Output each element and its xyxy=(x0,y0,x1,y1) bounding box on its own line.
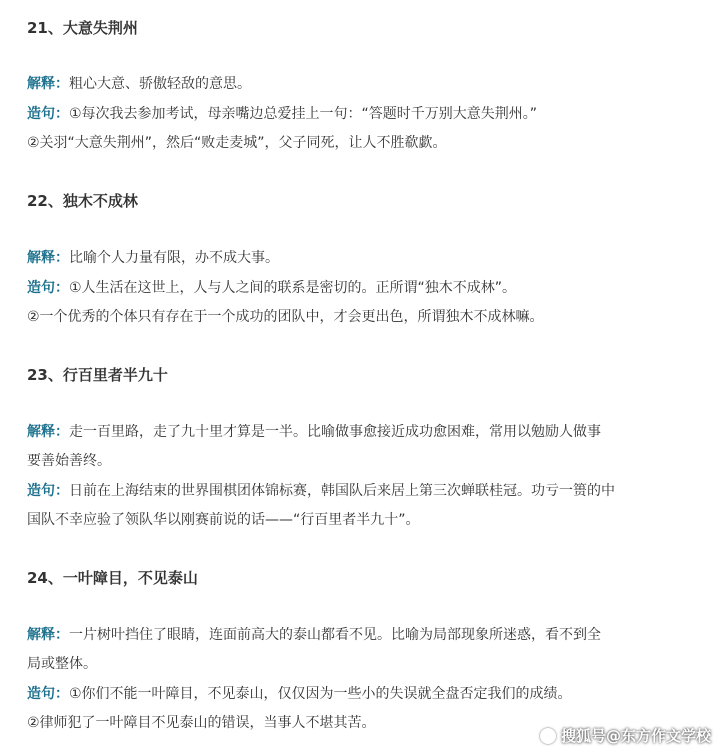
explanation-text: 比喻个人力量有限，办不成大事。 xyxy=(69,250,279,266)
entry-title-22: 22、独木不成林 xyxy=(27,192,138,210)
explanation-label: 解释 xyxy=(27,627,55,643)
example-line-23-2: 国队不幸应验了领队华以刚赛前说的话——“行百里者半九十”。 xyxy=(27,512,420,528)
explanation-line-23-1: 解释：走一百里路，走了九十里才算是一半。比喻做事愈接近成功愈困难，常用以勉励人做事 xyxy=(27,424,601,440)
example-text: 日前在上海结束的世界围棋团体锦标赛，韩国队后来居上第三次蝉联桂冠。功亏一篑的中 xyxy=(69,483,615,499)
explanation-line-23-2: 要善始善终。 xyxy=(27,453,111,469)
example-line-23-1: 造句：日前在上海结束的世界围棋团体锦标赛，韩国队后来居上第三次蝉联桂冠。功亏一篑的中 xyxy=(27,483,615,499)
explanation-label: 解释 xyxy=(27,250,55,266)
entry-title-21: 21、大意失荆州 xyxy=(27,19,138,37)
watermark xyxy=(540,725,711,746)
example-text: ①人生活在这世上，人与人之间的联系是密切的。正所谓“独木不成林”。 xyxy=(69,280,517,296)
example-text: ①你们不能一叶障目，不见泰山，仅仅因为一些小的失误就全盘否定我们的成绩。 xyxy=(69,686,572,702)
explanation-text: 粗心大意、骄傲轻敌的意思。 xyxy=(69,76,251,92)
explanation-line-24-2: 局或整体。 xyxy=(27,656,97,672)
entry-title-23: 23、行百里者半九十 xyxy=(27,366,168,384)
explanation-label: 解释 xyxy=(27,424,55,440)
example-line-21-2: ②关羽“大意失荆州”，然后“败走麦城”，父子同死，让人不胜欷歔。 xyxy=(27,135,447,151)
explanation-text: 一片树叶挡住了眼睛，连面前高大的泰山都看不见。比喻为局部现象所迷惑，看不到全 xyxy=(69,627,601,643)
explanation-line-24-1: 解释：一片树叶挡住了眼睛，连面前高大的泰山都看不见。比喻为局部现象所迷惑，看不到全 xyxy=(27,627,601,643)
example-line-22-1: 造句：①人生活在这世上，人与人之间的联系是密切的。正所谓“独木不成林”。 xyxy=(27,280,517,296)
entry-title-24: 24、一叶障目，不见泰山 xyxy=(27,569,198,587)
explanation-text: 走一百里路，走了九十里才算是一半。比喻做事愈接近成功愈困难，常用以勉励人做事 xyxy=(69,424,601,440)
example-label: 造句 xyxy=(27,106,55,122)
example-line-22-2: ②一个优秀的个体只有存在于一个成功的团队中，才会更出色，所谓独木不成林嘛。 xyxy=(27,309,544,325)
example-label: 造句 xyxy=(27,280,55,296)
example-line-24-1: 造句：①你们不能一叶障目，不见泰山，仅仅因为一些小的失误就全盘否定我们的成绩。 xyxy=(27,686,572,702)
example-line-21-1: 造句：①每次我去参加考试，母亲嘴边总爱挂上一句：“答题时千万别大意失荆州。” xyxy=(27,106,538,122)
example-label: 造句 xyxy=(27,686,55,702)
explanation-label: 解释 xyxy=(27,76,55,92)
explanation-line-22: 解释：比喻个人力量有限，办不成大事。 xyxy=(27,250,279,266)
explanation-line-21: 解释：粗心大意、骄傲轻敌的意思。 xyxy=(27,76,251,92)
watermark-text: 搜狐号@东方作文学校 xyxy=(560,727,711,745)
example-line-24-2: ②律师犯了一叶障目不见泰山的错误，当事人不堪其苦。 xyxy=(27,715,376,731)
example-label: 造句 xyxy=(27,483,55,499)
example-text: ①每次我去参加考试，母亲嘴边总爱挂上一句：“答题时千万别大意失荆州。” xyxy=(69,106,538,122)
sohu-logo-icon xyxy=(540,728,556,744)
